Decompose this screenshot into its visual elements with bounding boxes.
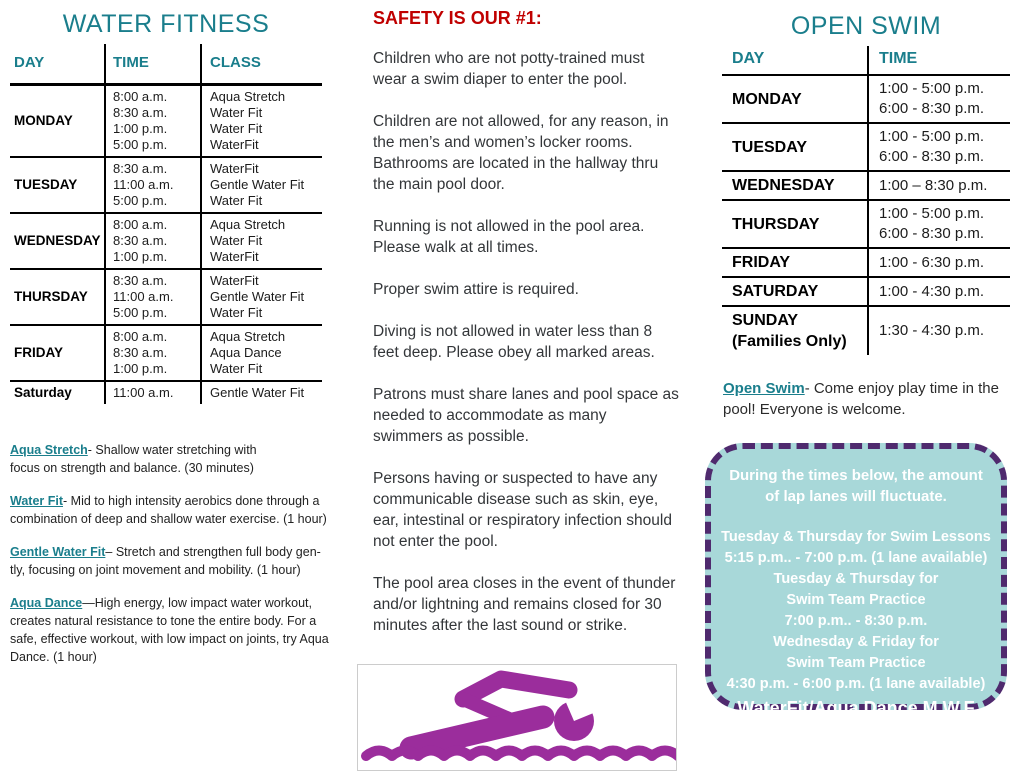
swimmer-icon	[358, 665, 676, 770]
time-value: 11:00 a.m.	[113, 177, 174, 192]
time-cell	[105, 269, 201, 325]
table-row	[722, 306, 1010, 355]
time-value: 11:00 a.m.	[113, 385, 174, 400]
time-value: 8:00 a.m.	[113, 329, 168, 344]
safety-rule: Patrons must share lanes and pool space as needed to accommodate as many swimmers as possible.	[373, 386, 679, 445]
lap-lanes-schedule-line: Wednesday & Friday for	[773, 634, 939, 650]
class-value: Water Fit	[210, 305, 263, 320]
day-subvalue: (Families Only)	[732, 333, 847, 350]
water-fitness-header-time: TIME	[105, 44, 201, 85]
class-description	[10, 543, 366, 579]
lap-lanes-schedule-line: 7:00 p.m.. - 8:30 p.m.	[784, 613, 928, 629]
safety-rule: Diving is not allowed in water less than 8 feet deep. Please obey all marked areas.	[373, 323, 655, 361]
time-cell	[105, 325, 201, 381]
lap-lanes-heading	[711, 465, 1001, 507]
day-value: THURSDAY	[732, 215, 820, 233]
day-value: SATURDAY	[732, 283, 819, 300]
safety-rule: Persons having or suspected to have any communicable disease such as skin, eye, ear, intestinal or respiratory infection should not enter the pool.	[373, 470, 672, 550]
class-cell	[201, 381, 322, 404]
time-cell	[868, 277, 1010, 306]
day-cell: WEDNESDAY	[10, 213, 105, 269]
time-cell	[868, 200, 1010, 248]
time-cell	[868, 75, 1010, 123]
lap-lanes-schedule-line: Swim Team Practice	[786, 655, 926, 671]
time-value: 8:00 a.m.	[113, 89, 168, 104]
class-description-line: creates natural resistance to tone the entire body. For a	[10, 614, 317, 628]
time-value: 6:00 - 8:30 p.m.	[879, 225, 985, 242]
day-cell: THURSDAY	[10, 269, 105, 325]
open-swim-note-text: - Come enjoy play time in the pool! Everyone is welcome.	[723, 380, 999, 418]
lap-lanes-notice-box	[705, 443, 1007, 718]
day-cell: FRIDAY	[10, 325, 105, 381]
time-value: 8:30 a.m.	[113, 105, 168, 120]
class-cell	[201, 325, 322, 381]
class-description-line: – Stretch and strengthen full body gen-	[105, 545, 321, 559]
class-description	[10, 492, 366, 528]
day-value: MONDAY	[732, 90, 802, 108]
time-value: 1:00 p.m.	[113, 249, 168, 264]
time-value: 1:00 p.m.	[113, 121, 168, 136]
class-description-line: combination of deep and shallow water exercise. (1 hour)	[10, 512, 327, 526]
class-value: WaterFit	[210, 249, 259, 264]
time-value: 5:00 p.m.	[113, 137, 168, 152]
table-row	[10, 157, 322, 213]
time-value: 1:00 - 6:30 p.m.	[879, 253, 985, 271]
class-value: Gentle Water Fit	[210, 385, 305, 400]
class-description-line: —High energy, low impact water workout,	[82, 596, 312, 610]
water-fitness-header-day: DAY	[10, 44, 105, 85]
time-value: 5:00 p.m.	[113, 305, 168, 320]
time-value: 1:00 – 8:30 p.m.	[879, 176, 988, 194]
safety-rule: Children are not allowed, for any reason, in the men’s and women’s locker rooms. Bathrooms are located in the hallway thru the main pool door.	[373, 113, 669, 193]
class-value: Aqua Stretch	[210, 89, 286, 104]
safety-rule: Running is not allowed in the pool area. Please walk at all times.	[373, 218, 645, 256]
class-cell	[201, 157, 322, 213]
time-value: 1:00 p.m.	[113, 361, 168, 376]
class-description-line: - Shallow water stretching with	[87, 443, 257, 457]
class-value: WaterFit	[210, 137, 259, 152]
class-value: Water Fit	[210, 105, 263, 120]
time-value: 1:00 - 4:30 p.m.	[879, 282, 985, 300]
class-value: Water Fit	[210, 361, 263, 376]
table-row	[10, 381, 322, 404]
time-value: 8:30 a.m.	[113, 161, 168, 176]
day-cell	[722, 277, 868, 306]
open-swim-table-body	[722, 75, 1010, 355]
table-row	[722, 75, 1010, 123]
day-value: FRIDAY	[732, 254, 791, 271]
lap-lanes-schedule-line: 4:30 p.m. - 6:00 p.m. (1 lane available)	[726, 676, 986, 692]
safety-rule: Children who are not potty-trained must wear a swim diaper to enter the pool.	[373, 50, 645, 88]
open-swim-note	[723, 378, 1015, 420]
class-cell	[201, 269, 322, 325]
swimmer-image-box	[357, 664, 677, 771]
water-fitness-title: WATER FITNESS	[62, 10, 270, 38]
time-value: 1:30 - 4:30 p.m.	[879, 322, 985, 339]
time-value: 1:00 - 5:00 p.m.	[879, 205, 985, 222]
class-value: Water Fit	[210, 233, 263, 248]
day-cell: TUESDAY	[10, 157, 105, 213]
class-description-line: Dance. (1 hour)	[10, 650, 97, 664]
class-description-lead: Aqua Stretch	[10, 443, 88, 457]
time-value: 8:30 a.m.	[113, 233, 168, 248]
class-descriptions	[10, 441, 366, 681]
class-value: Aqua Stretch	[210, 329, 286, 344]
class-description	[10, 441, 366, 477]
day-cell: Saturday	[10, 381, 105, 404]
class-description-lead: Water Fit	[10, 494, 64, 508]
day-cell	[722, 248, 868, 277]
class-description	[10, 594, 366, 666]
class-description-lead: Aqua Dance	[10, 596, 83, 610]
time-cell	[105, 157, 201, 213]
time-cell	[105, 85, 201, 158]
safety-rule: The pool area closes in the event of thunder and/or lightning and remains closed for 30 minutes after the last sound or strike.	[373, 575, 676, 634]
day-value: SUNDAY	[732, 312, 799, 329]
table-row	[10, 325, 322, 381]
water-fitness-table-body	[10, 85, 322, 405]
class-value: Aqua Dance	[210, 345, 282, 360]
water-fitness-header-row	[10, 44, 322, 85]
time-value: 8:30 a.m.	[113, 273, 168, 288]
time-value: 8:30 a.m.	[113, 345, 168, 360]
table-row	[722, 171, 1010, 200]
table-row	[722, 248, 1010, 277]
lap-lanes-heading-line: During the times below, the amount	[729, 467, 983, 484]
class-description-line: - Mid to high intensity aerobics done through a	[63, 494, 320, 508]
open-swim-table	[722, 46, 1010, 355]
class-cell	[201, 213, 322, 269]
time-cell	[868, 123, 1010, 171]
lap-lanes-heading-line: of lap lanes will fluctuate.	[765, 488, 947, 505]
class-value: Aqua Stretch	[210, 217, 286, 232]
time-cell	[868, 171, 1010, 200]
day-cell	[722, 75, 868, 123]
table-row	[722, 200, 1010, 248]
day-cell	[722, 200, 868, 248]
time-value: 11:00 a.m.	[113, 289, 174, 304]
class-value: Water Fit	[210, 193, 263, 208]
time-cell	[105, 381, 201, 404]
day-cell: MONDAY	[14, 113, 73, 128]
water-fitness-header-class: CLASS	[201, 44, 322, 85]
time-value: 5:00 p.m.	[113, 193, 168, 208]
class-value: Water Fit	[210, 121, 263, 136]
lap-lanes-footer: WaterFit/Aqua Dance M,W,F	[737, 698, 975, 718]
lap-lanes-schedule-line: Tuesday & Thursday for	[773, 571, 939, 587]
day-cell	[722, 123, 868, 171]
lap-lanes-schedule-line: Swim Team Practice	[786, 592, 926, 608]
safety-rule: Proper swim attire is required.	[373, 281, 579, 298]
table-row	[10, 213, 322, 269]
time-cell	[105, 213, 201, 269]
open-swim-header-day: DAY	[722, 46, 868, 75]
class-cell	[201, 85, 322, 158]
table-row	[722, 277, 1010, 306]
lap-lanes-schedule	[711, 527, 1001, 695]
class-value: Gentle Water Fit	[210, 177, 305, 192]
water-fitness-table	[10, 44, 322, 404]
time-value: 8:00 a.m.	[113, 217, 168, 232]
safety-paragraphs	[373, 48, 679, 657]
safety-title: SAFETY IS OUR #1:	[373, 8, 542, 28]
day-value: WEDNESDAY	[732, 177, 835, 194]
lap-lanes-schedule-line: Tuesday & Thursday for Swim Lessons	[721, 529, 991, 545]
time-cell	[868, 306, 1010, 355]
time-value: 6:00 - 8:30 p.m.	[879, 100, 985, 117]
day-cell	[722, 306, 868, 355]
class-description-line: safe, effective workout, with low impact on joints, try Aqua	[10, 632, 329, 646]
time-value: 1:00 - 5:00 p.m.	[879, 128, 985, 145]
table-row	[10, 269, 322, 325]
open-swim-header-time: TIME	[868, 46, 1010, 75]
lap-lanes-schedule-line: 5:15 p.m.. - 7:00 p.m. (1 lane available)	[724, 550, 988, 566]
class-description-line: tly, focusing on joint movement and mobility. (1 hour)	[10, 563, 301, 577]
class-value: Gentle Water Fit	[210, 289, 305, 304]
open-swim-header-row	[722, 46, 1010, 75]
day-value: TUESDAY	[732, 138, 807, 156]
table-row	[722, 123, 1010, 171]
table-row	[10, 85, 322, 158]
time-value: 1:00 - 5:00 p.m.	[879, 80, 985, 97]
time-value: 6:00 - 8:30 p.m.	[879, 148, 985, 165]
class-description-lead: Gentle Water Fit	[10, 545, 106, 559]
class-value: WaterFit	[210, 273, 259, 288]
open-swim-note-lead: Open Swim	[723, 380, 805, 397]
day-cell	[722, 171, 868, 200]
open-swim-title: OPEN SWIM	[790, 12, 942, 40]
class-description-line: focus on strength and balance. (30 minutes)	[10, 461, 254, 475]
time-cell	[868, 248, 1010, 277]
class-value: WaterFit	[210, 161, 259, 176]
